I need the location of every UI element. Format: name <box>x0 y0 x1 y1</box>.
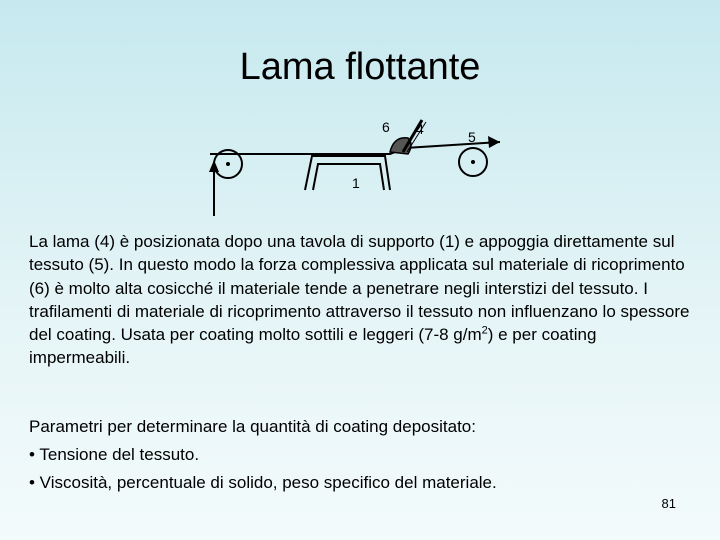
label-5: 5 <box>468 129 476 145</box>
fabric-line <box>210 142 500 154</box>
superscript: 2 <box>481 324 488 337</box>
support-table <box>305 156 390 190</box>
slide-title: Lama flottante <box>239 46 481 88</box>
entry-arrow <box>209 160 219 172</box>
page-number: 81 <box>661 496 676 511</box>
label-1: 1 <box>352 175 360 191</box>
params-intro: Parametri per determinare la quantità di coating depositato: <box>29 417 476 436</box>
left-roller-axle <box>226 162 230 166</box>
description-paragraph <box>29 230 699 370</box>
right-roller-axle <box>471 160 475 164</box>
bullet-item: • Viscosità, percentuale di solido, peso specifico del materiale. <box>29 473 497 492</box>
description-part2: ) e per coating impermeabili. <box>29 325 597 368</box>
support-table-inner <box>313 164 384 190</box>
fabric-arrow <box>488 136 500 148</box>
parameters-section <box>29 413 699 497</box>
floating-knife-diagram <box>200 112 500 222</box>
bullet-item: • Tensione del tessuto. <box>29 445 200 464</box>
description-part1: La lama (4) è posizionata dopo una tavola di supporto (1) e appoggia direttamente sul tessuto (5). In questo modo la forza complessiva applicata sul materiale di ricoprimento (6) è molto alta cosicché il materiale tende a penetrare negli interstizi del tessuto. I trafilamenti di materiale di ricoprimento attraverso il tessuto non influenzano lo spessore del coating. Usata per coating molto sottili e leggeri (7-8 g/m <box>29 232 690 345</box>
label-6: 6 <box>382 119 390 135</box>
label-4: 4 <box>416 121 424 137</box>
